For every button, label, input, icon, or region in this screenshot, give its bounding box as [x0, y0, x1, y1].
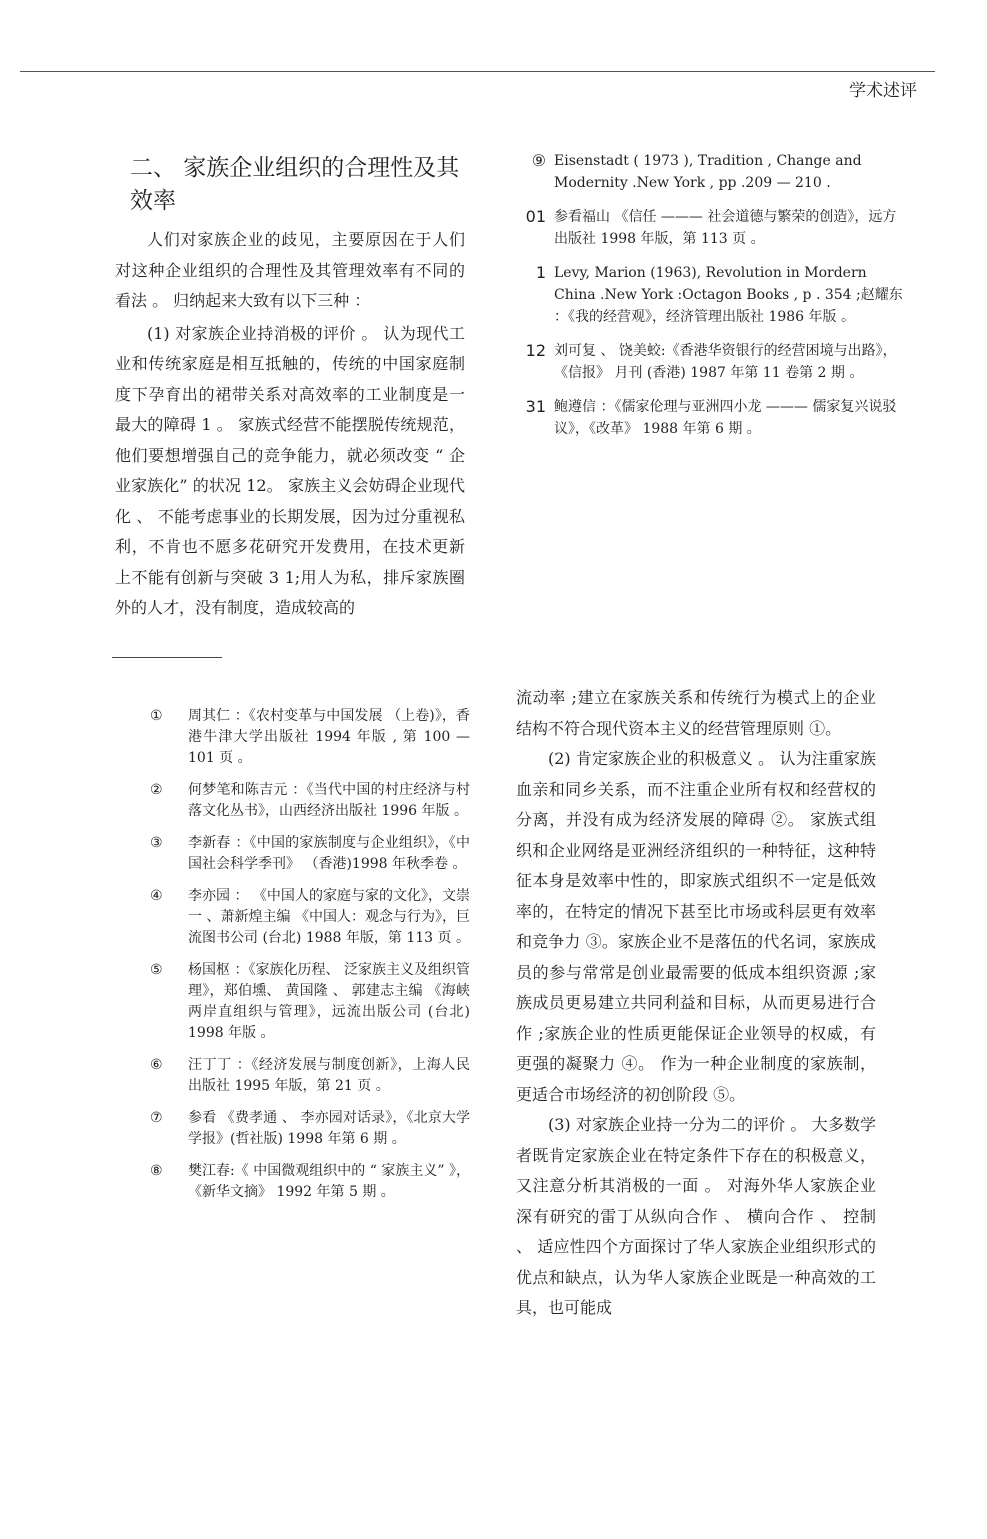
section-label: 学术述评	[849, 81, 917, 101]
paragraph-continuation: 流动率 ;建立在家族关系和传统行为模式上的企业结构不符合现代资本主义的经营管理原则 ①。	[516, 688, 876, 738]
footnote	[150, 833, 470, 875]
reference-text: Levy, Marion (1963), Revolution in Mordern China .New York :Octagon Books , p . 354 ;赵耀东 ：《我的经营观》，经济管理出版社 1986 年版 。	[554, 265, 903, 325]
footnote-text: 何梦笔和陈吉元 ：《当代中国的村庄经济与村落文化丛书》，山西经济出版社 1996 年版 。	[188, 782, 470, 819]
reference-text: 鲍遵信 ：《儒家伦理与亚洲四小龙 ——— 儒家复兴说驳议》，《改革》 1988 年第 6 期 。	[554, 399, 897, 437]
reference-mark: 31	[525, 397, 546, 416]
paragraph-intro: 人们对家族企业的歧见，主要原因在于人们对这种企业组织的合理性及其管理效率有不同的看法 。 归纳起来大致有以下三种 ：	[115, 230, 465, 310]
footnote-mark: ⑧	[150, 1163, 163, 1179]
footnote	[150, 1108, 470, 1150]
reference-text: 刘可复 、 饶美蛟:《香港华资银行的经营困境与出路》，《信报》 月刊 (香港) 1987 年第 11 卷第 2 期 。	[554, 343, 897, 381]
right-column-body	[516, 683, 876, 1324]
footnote-mark: ⑦	[150, 1110, 163, 1126]
footnote-mark: ①	[150, 708, 163, 724]
left-column-body	[115, 225, 465, 624]
paragraph-balanced-view: (3) 对家族企业持一分为二的评价 。 大多数学者既肯定家族企业在特定条件下存在的积极意义，又注意分析其消极的一面 。 对海外华人家族企业深有研究的雷丁从纵向合作 、 横向合作 、 控制 、 适应性四个方面探讨了华人家族企业组织形式的优点和缺点，认为华人家族企业既是一种高效的工具，也可能成	[516, 1115, 876, 1317]
paragraph-negative-view: (1) 对家族企业持消极的评价 。 认为现代工业和传统家庭是相互抵触的，传统的中国家庭制度下孕育出的裙带关系对高效率的工业制度是一最大的障碍 1 。 家族式经营不能摆脱传统规范，他们要想增强自己的竞争能力，就必须改变 “ 企业家族化” 的状况 12。 家族主义会妨碍企业现代化 、 不能考虑事业的长期发展，因为过分重视私利，不肯也不愿多花研究开发费用，在技术更新上不能有创新与突破 3 1;用人为私，排斥家族圈外的人才，没有制度，造成较高的	[115, 323, 465, 617]
footnote-text: 杨国枢 ：《家族化历程、 泛家族主义及组织管理》，郑伯壎、 黄国隆 、 郭建志主编 《海峡两岸直组织与管理》，远流出版公司 (台北) 1998 年版 。	[188, 962, 470, 1041]
footnote-mark: ②	[150, 782, 163, 798]
footnote	[150, 706, 470, 769]
reference	[510, 150, 910, 194]
reference	[510, 206, 910, 250]
footnote	[150, 960, 470, 1044]
reference	[510, 340, 910, 384]
footnote	[150, 886, 470, 949]
footnote	[150, 1161, 470, 1203]
footnote-list	[150, 706, 470, 1214]
footnote-mark: ⑥	[150, 1057, 163, 1073]
paragraph-positive-view: (2) 肯定家族企业的积极意义 。 认为注重家族血亲和同乡关系，而不注重企业所有权和经营权的分离，并没有成为经济发展的障碍 ②。 家族式组织和企业网络是亚洲经济组织的一种特征，这种特征本身是效率中性的，即家族式组织不一定是低效率的，在特定的情况下甚至比市场或科层更有效率和竞争力 ③。家族企业不是落伍的代名词，家族成员的参与常常是创业最需要的低成本组织资源 ;家族成员更易建立共同利益和目标，从而更易进行合作 ;家族企业的性质更能保证企业领导的权威，有更强的凝聚力 ④。 作为一种企业制度的家族制，更适合市场经济的初创阶段 ⑤。	[516, 749, 876, 1104]
footnote-text: 参看 《费孝通 、 李亦园对话录》，《北京大学学报》(哲社版) 1998 年第 6 期 。	[188, 1110, 470, 1147]
footnote-text: 李亦园 ： 《中国人的家庭与家的文化》，文崇一 、萧新煌主编 《中国人：观念与行为》，巨流图书公司 (台北) 1988 年版，第 113 页 。	[188, 888, 470, 946]
footnote	[150, 1055, 470, 1097]
footnote-text: 汪丁丁 ：《经济发展与制度创新》，上海人民出版社 1995 年版，第 21 页 。	[188, 1057, 470, 1094]
footnote-mark: ⑤	[150, 962, 163, 978]
footnote-text: 李新春 ：《中国的家族制度与企业组织》，《中国社会科学季刊》 （香港)1998 年秋季卷 。	[188, 835, 470, 872]
footnote-divider	[112, 657, 222, 658]
footnote-mark: ④	[150, 888, 163, 904]
reference-mark: 12	[525, 341, 546, 360]
footnote-mark: ③	[150, 835, 163, 851]
reference-mark: ⑨	[531, 151, 546, 170]
footnote-text: 樊江春:《 中国微观组织中的 “ 家族主义” 》，《新华文摘》 1992 年第 5 期 。	[188, 1163, 470, 1200]
reference-text: 参看福山 《信任 ——— 社会道德与繁荣的创造》，远方出版社 1998 年版，第 113 页 。	[554, 209, 897, 247]
footnote-text: 周其仁 ：《农村变革与中国发展 （上卷)》，香港牛津大学出版社 1994 年版 , 第 100 — 101 页 。	[188, 708, 470, 766]
header-rule	[20, 71, 935, 72]
reference-mark: 01	[525, 207, 546, 226]
reference	[510, 262, 910, 328]
reference-text: Eisenstadt ( 1973 ), Tradition , Change and Modernity .New York , pp .209 — 210 .	[554, 153, 862, 191]
reference-mark: 1	[535, 263, 546, 282]
reference-list	[510, 150, 910, 452]
reference	[510, 396, 910, 440]
footnote	[150, 780, 470, 822]
section-heading: 二、 家族企业组织的合理性及其效率	[130, 155, 460, 214]
